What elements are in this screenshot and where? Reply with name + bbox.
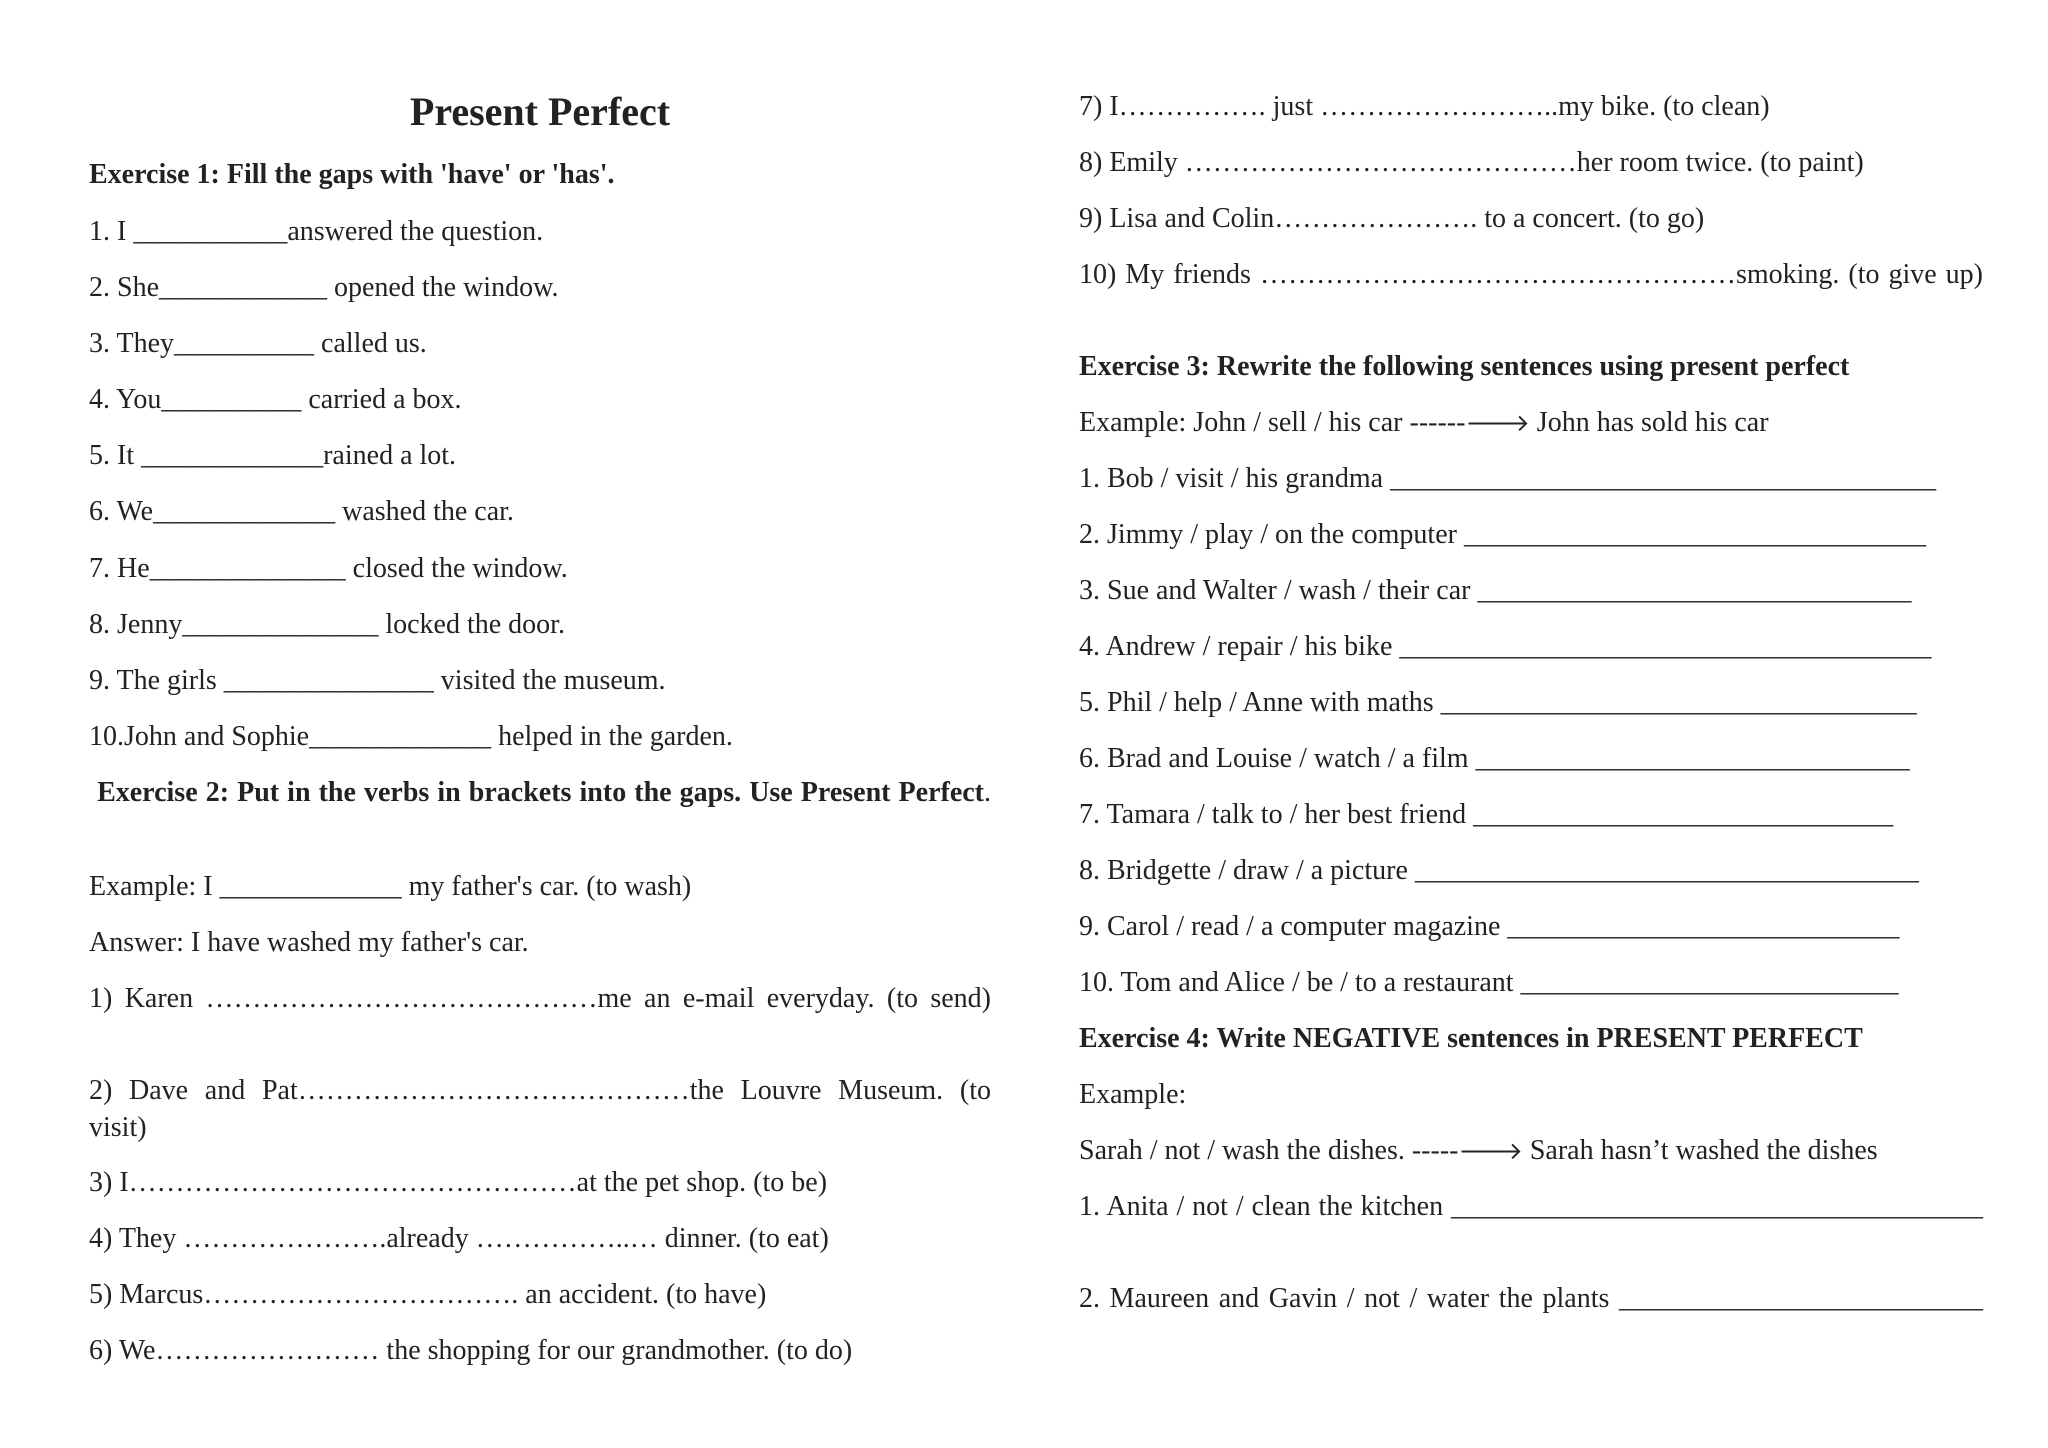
exercise4-example-prefix: Sarah / not / wash the dishes. ----- — [1079, 1135, 1459, 1166]
exercise2-heading — [89, 774, 991, 811]
exercise1-item: 8. Jenny______________ locked the door. — [89, 609, 565, 640]
exercise4-heading: Exercise 4: Write NEGATIVE sentences in PRESENT PERFECT — [1079, 1023, 1863, 1054]
arrow-right-icon: 🡒 — [1465, 409, 1530, 437]
exercise2-item: 3) I…………………………………………at the pet shop. (to be) — [89, 1167, 828, 1198]
exercise2-item: 7) I……………. just ……………………..my bike. (to clean) — [1079, 91, 1770, 122]
exercise3-example-prefix: Example: John / sell / his car ------ — [1079, 407, 1466, 438]
exercise3-example-result: John has sold his car — [1529, 407, 1769, 438]
exercise4-example — [1079, 1132, 1983, 1170]
exercise1-item: 1. I ___________answered the question. — [89, 216, 544, 247]
exercise2-example: Example: I _____________ my father's car. (to wash) — [89, 871, 692, 902]
exercise3-item: 6. Brad and Louise / watch / a film _______________________________ — [1079, 743, 1910, 774]
exercise3-item: 5. Phil / help / Anne with maths __________________________________ — [1079, 687, 1917, 718]
exercise2-item: 1) Karen ……………………………………me an e-mail everyday. (to send) — [89, 983, 991, 1014]
exercise4-example-result: Sarah hasn’t washed the dishes — [1522, 1135, 1878, 1166]
exercise1-heading: Exercise 1: Fill the gaps with 'have' or 'has'. — [89, 159, 615, 190]
exercise3-item: 7. Tamara / talk to / her best friend ______________________________ — [1079, 799, 1894, 830]
exercise2-heading-text: Exercise 2: Put in the verbs in brackets into the gaps. Use Present Perfect — [97, 777, 985, 808]
exercise4-item: 2. Maureen and Gavin / not / water the plants __________________________ — [1079, 1283, 1983, 1314]
exercise2-item: 2) Dave and Pat……………………………………the Louvre Museum. (to visit) — [89, 1075, 991, 1143]
exercise4-example-label: Example: — [1079, 1079, 1187, 1110]
exercise1-item: 7. He______________ closed the window. — [89, 553, 568, 584]
arrow-right-icon: 🡒 — [1458, 1137, 1523, 1165]
exercise2-item: 8) Emily ……………………………………her room twice. (to paint) — [1079, 147, 1864, 178]
exercise3-item: 10. Tom and Alice / be / to a restaurant ___________________________ — [1079, 967, 1899, 998]
exercise3-item: 8. Bridgette / draw / a picture ____________________________________ — [1079, 855, 1919, 886]
page-title: Present Perfect — [409, 89, 671, 134]
exercise2-heading-period: . — [984, 777, 992, 808]
exercise2-item: 9) Lisa and Colin…………………. to a concert. (to go) — [1079, 203, 1705, 234]
exercise1-item: 2. She____________ opened the window. — [89, 272, 559, 303]
exercise3-heading: Exercise 3: Rewrite the following sentences using present perfect — [1079, 351, 1850, 382]
exercise2-item: 10) My friends ……………………………………………smoking. (to give up) — [1079, 259, 1983, 290]
exercise1-item: 6. We_____________ washed the car. — [89, 496, 514, 527]
exercise2-item: 5) Marcus……………………………. an accident. (to have) — [89, 1279, 767, 1310]
exercise1-item: 3. They__________ called us. — [89, 328, 427, 359]
exercise3-item: 4. Andrew / repair / his bike ______________________________________ — [1079, 631, 1932, 662]
exercise1-item: 10.John and Sophie_____________ helped in the garden. — [89, 721, 733, 752]
exercise3-item: 9. Carol / read / a computer magazine ____________________________ — [1079, 911, 1900, 942]
exercise3-item: 1. Bob / visit / his grandma _______________________________________ — [1079, 463, 1937, 494]
exercise1-item: 5. It _____________rained a lot. — [89, 440, 457, 471]
exercise3-item: 3. Sue and Walter / wash / their car _______________________________ — [1079, 575, 1912, 606]
exercise3-item: 2. Jimmy / play / on the computer _________________________________ — [1079, 519, 1926, 550]
exercise2-item: 6) We…………………… the shopping for our grandmother. (to do) — [89, 1335, 853, 1366]
exercise2-answer: Answer: I have washed my father's car. — [89, 927, 529, 958]
exercise2-item: 4) They ………………….already ……………..… dinner. (to eat) — [89, 1223, 829, 1254]
exercise3-example — [1079, 404, 1983, 442]
exercise1-item: 4. You__________ carried a box. — [89, 384, 462, 415]
exercise4-item: 1. Anita / not / clean the kitchen ______________________________________ — [1079, 1191, 1983, 1222]
exercise1-item: 9. The girls _______________ visited the museum. — [89, 665, 666, 696]
